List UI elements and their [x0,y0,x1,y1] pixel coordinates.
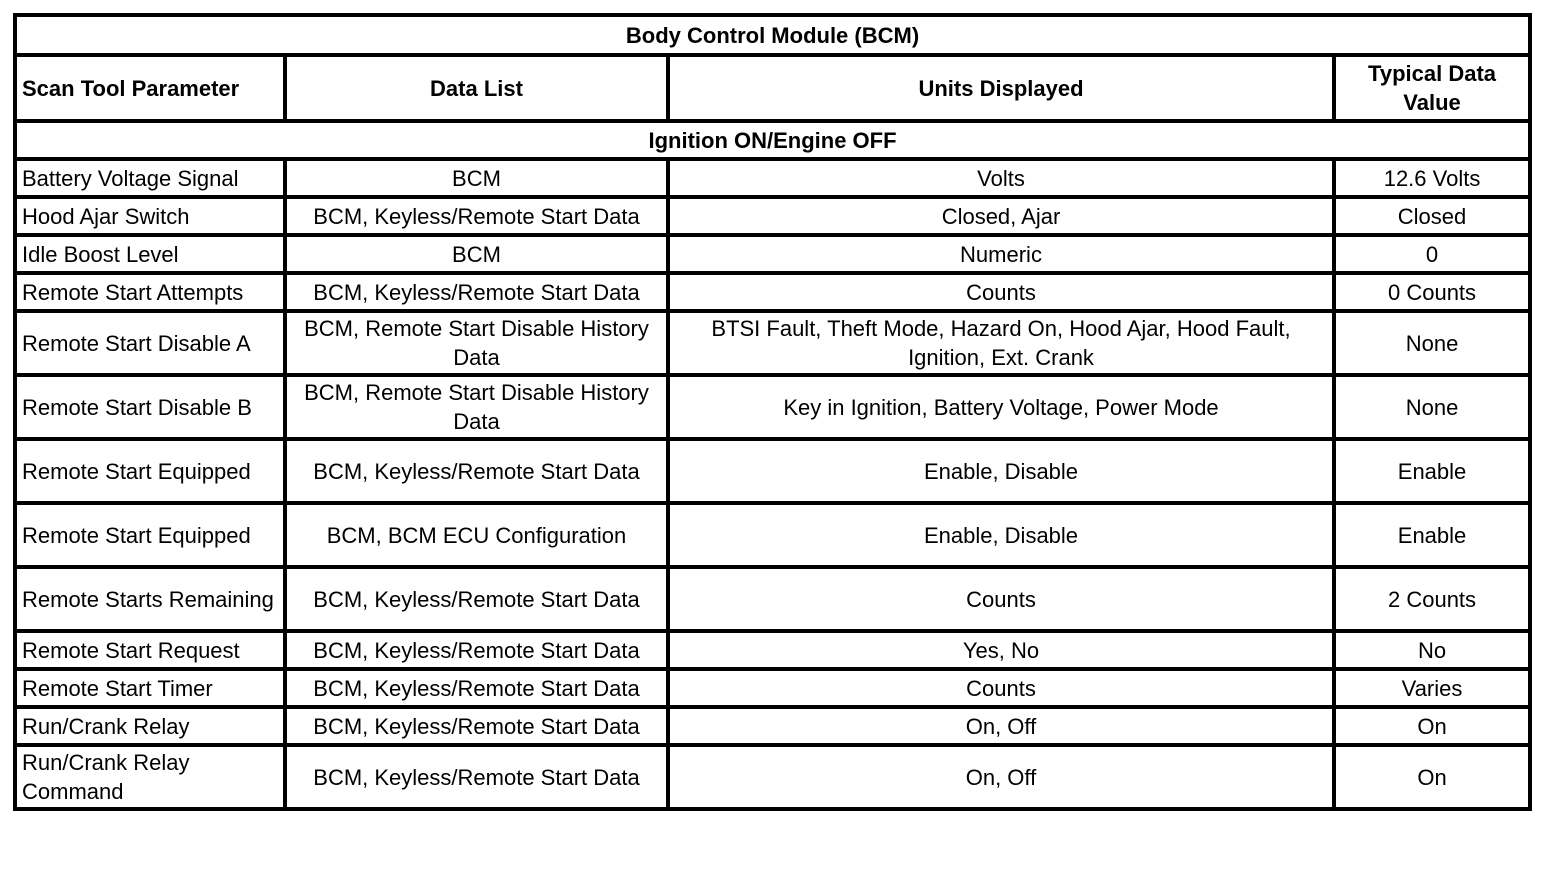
table-row [15,159,1530,197]
cell-data-list: BCM [285,159,668,197]
cell-units: Yes, No [668,631,1334,669]
cell-typical-value: Closed [1334,197,1530,235]
cell-units: Enable, Disable [668,439,1334,503]
cell-data-list: BCM, BCM ECU Configuration [285,503,668,567]
cell-typical-value: 2 Counts [1334,567,1530,631]
cell-typical-value: Varies [1334,669,1530,707]
cell-units: Counts [668,273,1334,311]
cell-parameter: Battery Voltage Signal [15,159,285,197]
title-row [15,15,1530,55]
cell-units: Volts [668,159,1334,197]
cell-parameter: Remote Start Disable A [15,311,285,375]
header-scan-tool-parameter: Scan Tool Parameter [15,55,285,121]
cell-parameter: Remote Start Disable B [15,375,285,439]
table-row [15,631,1530,669]
cell-data-list: BCM [285,235,668,273]
cell-parameter: Remote Start Timer [15,669,285,707]
cell-data-list: BCM, Keyless/Remote Start Data [285,567,668,631]
table-row [15,375,1530,439]
cell-typical-value: Enable [1334,439,1530,503]
cell-typical-value: On [1334,707,1530,745]
cell-typical-value: 0 [1334,235,1530,273]
cell-data-list: BCM, Keyless/Remote Start Data [285,197,668,235]
cell-parameter: Remote Start Attempts [15,273,285,311]
table-row [15,567,1530,631]
cell-data-list: BCM, Keyless/Remote Start Data [285,439,668,503]
cell-typical-value: Enable [1334,503,1530,567]
cell-typical-value: 0 Counts [1334,273,1530,311]
cell-parameter: Remote Starts Remaining [15,567,285,631]
table-row [15,439,1530,503]
section-heading: Ignition ON/Engine OFF [15,121,1530,159]
cell-parameter: Remote Start Equipped [15,439,285,503]
cell-units: Key in Ignition, Battery Voltage, Power Mode [668,375,1334,439]
cell-units: Closed, Ajar [668,197,1334,235]
table-row [15,503,1530,567]
cell-typical-value: No [1334,631,1530,669]
cell-units: Numeric [668,235,1334,273]
cell-parameter: Run/Crank Relay Command [15,745,285,809]
cell-units: On, Off [668,745,1334,809]
cell-typical-value: None [1334,375,1530,439]
cell-data-list: BCM, Remote Start Disable History Data [285,311,668,375]
cell-units: Counts [668,669,1334,707]
header-data-list: Data List [285,55,668,121]
cell-typical-value: None [1334,311,1530,375]
cell-data-list: BCM, Remote Start Disable History Data [285,375,668,439]
table-row [15,273,1530,311]
cell-typical-value: 12.6 Volts [1334,159,1530,197]
header-row [15,55,1530,121]
cell-parameter: Run/Crank Relay [15,707,285,745]
cell-data-list: BCM, Keyless/Remote Start Data [285,745,668,809]
table-row [15,235,1530,273]
cell-data-list: BCM, Keyless/Remote Start Data [285,669,668,707]
cell-data-list: BCM, Keyless/Remote Start Data [285,273,668,311]
cell-data-list: BCM, Keyless/Remote Start Data [285,707,668,745]
cell-units: On, Off [668,707,1334,745]
table-row [15,197,1530,235]
cell-data-list: BCM, Keyless/Remote Start Data [285,631,668,669]
cell-parameter: Remote Start Request [15,631,285,669]
table-row [15,745,1530,809]
table-row [15,669,1530,707]
cell-parameter: Remote Start Equipped [15,503,285,567]
cell-units: BTSI Fault, Theft Mode, Hazard On, Hood Ajar, Hood Fault, Ignition, Ext. Crank [668,311,1334,375]
cell-parameter: Hood Ajar Switch [15,197,285,235]
table-title: Body Control Module (BCM) [15,15,1530,55]
table-row [15,311,1530,375]
cell-parameter: Idle Boost Level [15,235,285,273]
section-row [15,121,1530,159]
cell-units: Counts [668,567,1334,631]
cell-units: Enable, Disable [668,503,1334,567]
table-row [15,707,1530,745]
cell-typical-value: On [1334,745,1530,809]
header-units-displayed: Units Displayed [668,55,1334,121]
bcm-data-table [13,13,1532,811]
header-typical-data-value: Typical Data Value [1334,55,1530,121]
